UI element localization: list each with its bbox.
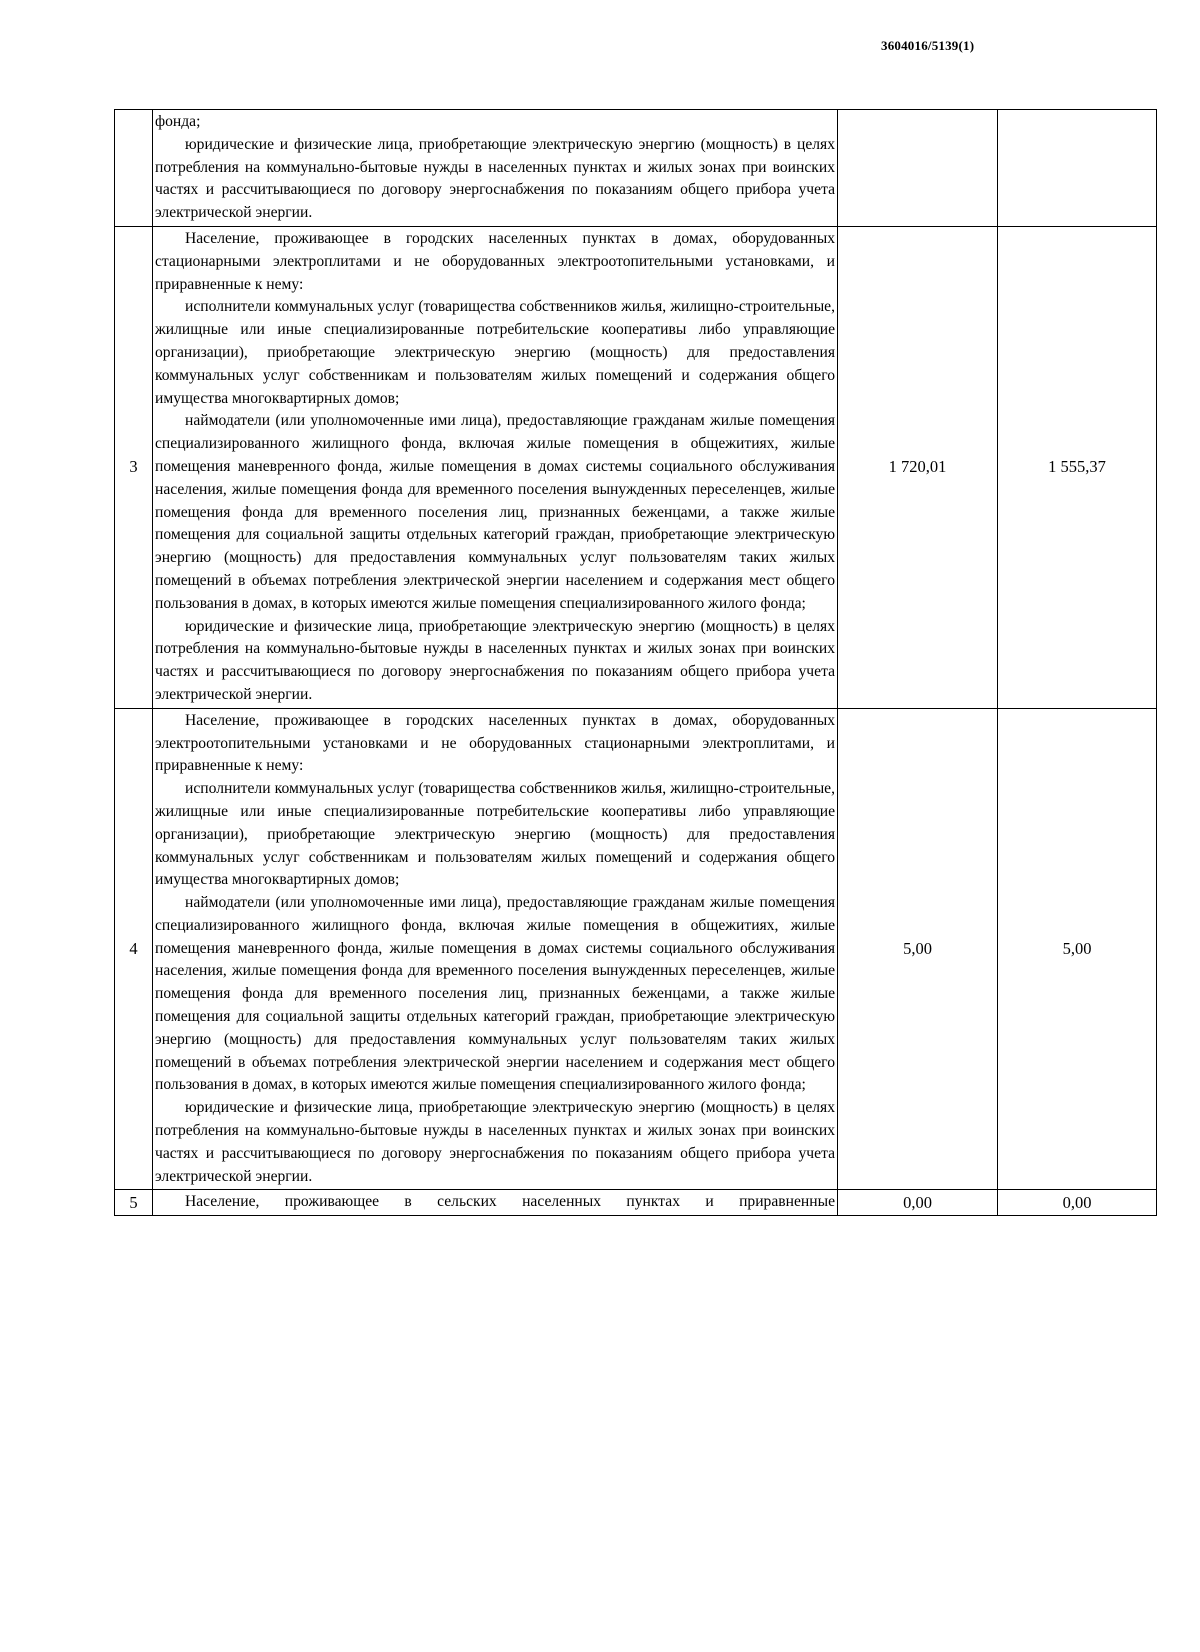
- tariff-value-1: 1 720,01: [838, 226, 998, 708]
- consumer-category-cell: [153, 110, 838, 227]
- row-number: [115, 110, 153, 227]
- category-paragraph: фонда;: [155, 113, 201, 130]
- table-row: [115, 110, 1157, 227]
- tariff-value-2: 5,00: [998, 708, 1157, 1190]
- tariff-value-1: [838, 110, 998, 227]
- category-paragraph: Население, проживающее в городских населенных пунктах в домах, оборудованных электроотопительными установками и не оборудованных стационарными электроплитами, и приравненные к нему:: [155, 711, 835, 775]
- tariff-value-2: 0,00: [998, 1190, 1157, 1216]
- tariff-value-1: 5,00: [838, 708, 998, 1190]
- tariff-value-2: [998, 110, 1157, 227]
- category-paragraph: Население, проживающее в городских населенных пунктах в домах, оборудованных стационарными электроплитами и не оборудованных электроотопительными установками, и приравненные к нему:: [155, 229, 835, 293]
- consumer-category-cell: [153, 708, 838, 1190]
- category-paragraph: юридические и физические лица, приобретающие электрическую энергию (мощность) в целях потребления на коммунально-бытовые нужды в населенных пунктах и жилых зонах при воинских частях и рассчитывающиеся по договору энергоснабжения по показаниям общего прибора учета электрической энергии.: [155, 617, 835, 703]
- category-paragraph: наймодатели (или уполномоченные ими лица), предоставляющие гражданам жилые помещения специализированного жилищного фонда, включая жилые помещения в общежитиях, жилые помещения маневренного фонда, жилые помещения в домах системы социального обслуживания населения, жилые помещения фонда для временного поселения вынужденных переселенцев, жилые помещения фонда для временного поселения лиц, признанных беженцами, а также жилые помещения для социальной защиты отдельных категорий граждан, приобретающие электрическую энергию (мощность) для предоставления коммунальных услуг пользователям таких жилых помещений в объемах потребления электрической энергии населением и содержания мест общего пользования в домах, в которых имеются жилые помещения специализированного жилого фонда;: [155, 412, 835, 612]
- category-paragraph: юридические и физические лица, приобретающие электрическую энергию (мощность) в целях потребления на коммунально-бытовые нужды в населенных пунктах и жилых зонах при воинских частях и рассчитывающиеся по договору энергоснабжения по показаниям общего прибора учета электрической энергии.: [155, 135, 835, 222]
- category-paragraph: юридические и физические лица, приобретающие электрическую энергию (мощность) в целях потребления на коммунально-бытовые нужды в населенных пунктах и жилых зонах при воинских частях и рассчитывающиеся по договору энергоснабжения по показаниям общего прибора учета электрической энергии.: [155, 1099, 835, 1185]
- category-paragraph: исполнители коммунальных услуг (товарищества собственников жилья, жилищно-строительные, жилищные или иные специализированные потребительские кооперативы либо управляющие организации), приобретающие электрическую энергию (мощность) для предоставления коммунальных услуг собственникам и пользователям жилых помещений и содержания общего имущества многоквартирных домов;: [155, 298, 835, 407]
- document-registration-number: 3604016/5139(1): [881, 38, 975, 53]
- table-row: [115, 1190, 1157, 1216]
- category-paragraph: наймодатели (или уполномоченные ими лица), предоставляющие гражданам жилые помещения специализированного жилищного фонда, включая жилые помещения в общежитиях, жилые помещения маневренного фонда, жилые помещения в домах системы социального обслуживания населения, жилые помещения фонда для временного поселения вынужденных переселенцев, жилые помещения фонда для временного поселения лиц, признанных беженцами, а также жилые помещения для социальной защиты отдельных категорий граждан, приобретающие электрическую энергию (мощность) для предоставления коммунальных услуг пользователям таких жилых помещений в объемах потребления электрической энергии населением и содержания мест общего пользования в домах, в которых имеются жилые помещения специализированного жилого фонда;: [155, 894, 835, 1094]
- tariff-value-1: 0,00: [838, 1190, 998, 1216]
- table-row: [115, 226, 1157, 708]
- table-row: [115, 708, 1157, 1190]
- category-paragraph: исполнители коммунальных услуг (товарищества собственников жилья, жилищно-строительные, жилищные или иные специализированные потребительские кооперативы либо управляющие организации), приобретающие электрическую энергию (мощность) для предоставления коммунальных услуг собственникам и пользователям жилых помещений и содержания общего имущества многоквартирных домов;: [155, 780, 835, 889]
- row-number: 3: [115, 226, 153, 708]
- consumer-category-cell: [153, 1190, 838, 1216]
- tariff-table: [114, 109, 1157, 1216]
- row-number: 4: [115, 708, 153, 1190]
- tariff-value-2: 1 555,37: [998, 226, 1157, 708]
- row-number: 5: [115, 1190, 153, 1216]
- category-paragraph: Население, проживающее в сельских населенных пунктах и приравненные: [185, 1193, 835, 1211]
- consumer-category-cell: [153, 226, 838, 708]
